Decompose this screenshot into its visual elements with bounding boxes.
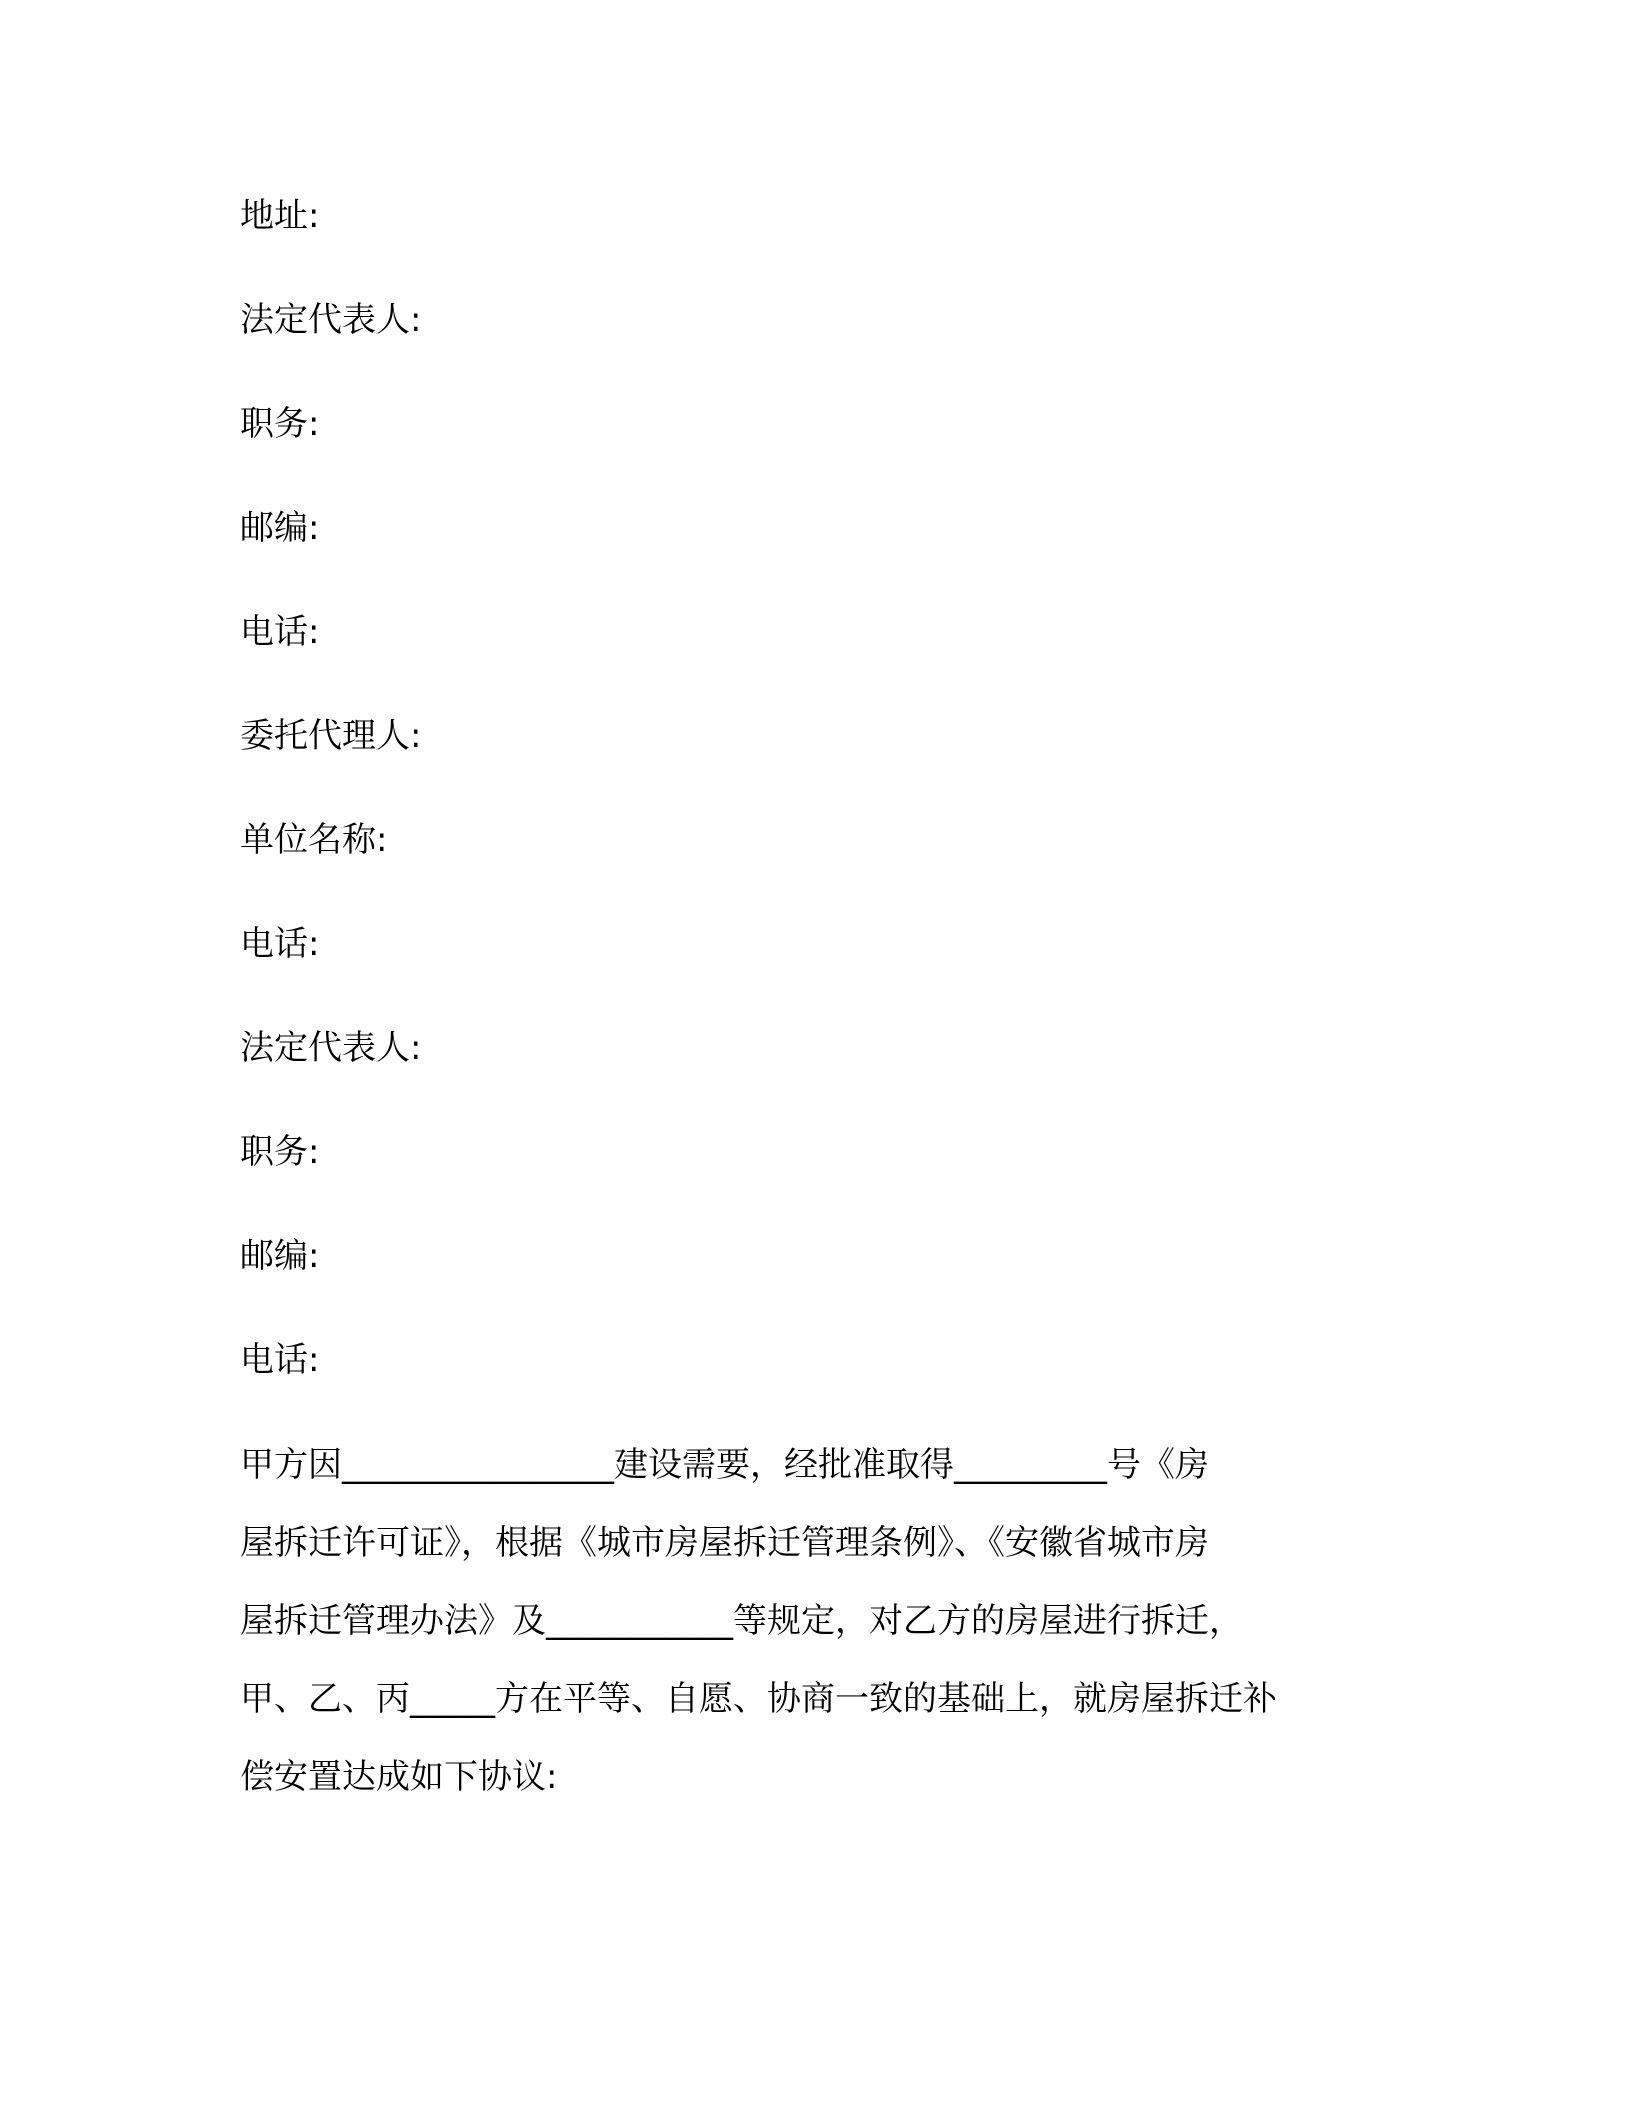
paragraph-line: 屋拆迁许可证》，根据《城市房屋拆迁管理条例》、《安徽省城市房 — [240, 1523, 1209, 1563]
paragraph-line: 屋拆迁管理办法》及___________等规定，对乙方的房屋进行拆迁， — [240, 1601, 1243, 1641]
field-authorized-agent: 委托代理人: — [240, 716, 422, 756]
field-legal-representative: 法定代表人: — [240, 300, 422, 340]
field-postcode: 邮编: — [240, 508, 320, 548]
field-phone-3: 电话: — [240, 1340, 320, 1380]
field-position-2: 职务: — [240, 1132, 320, 1172]
field-address: 地址: — [240, 196, 320, 236]
field-legal-representative-2: 法定代表人: — [240, 1028, 422, 1068]
field-position: 职务: — [240, 404, 320, 444]
paragraph-line: 偿安置达成如下协议: — [240, 1757, 558, 1797]
agreement-preamble-paragraph — [240, 1426, 1390, 1816]
field-phone-2: 电话: — [240, 924, 320, 964]
paragraph-line: 甲、乙、丙_____方在平等、自愿、协商一致的基础上，就房屋拆迁补 — [240, 1679, 1277, 1719]
paragraph-line: 甲方因________________建设需要，经批准取得_________号《房 — [240, 1445, 1209, 1485]
field-phone: 电话: — [240, 612, 320, 652]
party-info-fields — [240, 184, 1390, 1432]
field-unit-name: 单位名称: — [240, 820, 388, 860]
field-postcode-2: 邮编: — [240, 1236, 320, 1276]
